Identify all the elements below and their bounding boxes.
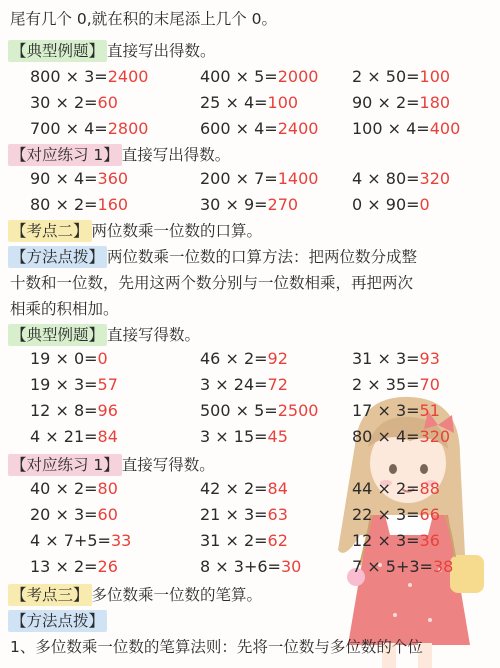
section-text: 两位数乘一位数的口算方法：把两位数分成整	[107, 248, 418, 266]
equation-answer: 1400	[277, 169, 319, 188]
section-tag: 【对应练习 1】	[8, 454, 122, 476]
section-header	[8, 582, 500, 608]
equation	[30, 346, 108, 372]
equation-question: 19 × 3=	[30, 375, 98, 394]
equation-question: 25 × 4=	[200, 93, 268, 112]
equation	[200, 192, 298, 218]
equation	[30, 502, 118, 528]
equation-answer: 84	[97, 427, 118, 446]
equation-question: 46 × 2=	[200, 349, 268, 368]
equation-question: 12 × 3=	[352, 531, 420, 550]
equation-answer: 92	[267, 349, 288, 368]
equation-answer: 2800	[107, 119, 149, 138]
equation	[200, 166, 318, 192]
equation-question: 19 × 0=	[30, 349, 98, 368]
equation	[352, 116, 460, 142]
equation-question: 700 × 4=	[30, 119, 108, 138]
section-header	[8, 452, 500, 478]
equation	[352, 166, 450, 192]
section-header	[8, 218, 500, 244]
equation-question: 12 × 8=	[30, 401, 98, 420]
equation-question: 90 × 2=	[352, 93, 420, 112]
equation-answer: 84	[267, 479, 288, 498]
equation-answer: 38	[432, 557, 454, 576]
equation-answer: 0	[419, 195, 430, 214]
equation-question: 40 × 2=	[30, 479, 98, 498]
equation-answer: 2500	[277, 401, 319, 420]
equation	[200, 398, 318, 424]
equation	[352, 90, 450, 116]
equation	[200, 502, 288, 528]
section-text: 两位数乘一位数的口算。	[91, 222, 263, 240]
equation	[200, 476, 288, 502]
equation-question: 8 × 3+6=	[200, 557, 281, 576]
equation	[352, 192, 430, 218]
equation	[30, 90, 118, 116]
equation	[352, 502, 440, 528]
section-tag: 【考点三】	[8, 584, 92, 606]
equation-answer: 80	[97, 479, 118, 498]
equation-question: 80 × 4=	[352, 427, 420, 446]
equation	[30, 398, 118, 424]
equation-answer: 93	[419, 349, 440, 368]
equation-answer: 62	[267, 531, 288, 550]
equation-question: 30 × 2=	[30, 93, 98, 112]
equation	[30, 166, 128, 192]
equation-answer: 320	[419, 427, 451, 446]
equation-question: 80 × 2=	[30, 195, 98, 214]
equation-answer: 30	[280, 557, 302, 576]
equation-answer: 70	[419, 375, 440, 394]
section-header	[8, 322, 500, 348]
equation	[352, 554, 453, 580]
equation-question: 3 × 24=	[200, 375, 268, 394]
equation-answer: 33	[110, 531, 132, 550]
equation	[352, 398, 440, 424]
equation	[30, 372, 118, 398]
equation-question: 21 × 3=	[200, 505, 268, 524]
section-header	[8, 38, 500, 64]
equation-answer: 26	[97, 557, 118, 576]
equation-answer: 96	[97, 401, 118, 420]
equation-answer: 160	[97, 195, 129, 214]
section-text: 直接写得数。	[107, 326, 201, 344]
equation	[200, 554, 301, 580]
paragraph-line: 1、多位数乘一位数的笔算法则：先将一位数与多位数的个位	[10, 638, 423, 656]
section-text: 直接写得数。	[121, 456, 215, 474]
section-tag: 【方法点拨】	[8, 610, 107, 632]
equation	[200, 64, 318, 90]
equation-question: 800 × 3=	[30, 67, 108, 86]
section-tag: 【考点二】	[8, 220, 92, 242]
section-text: 直接写出得数。	[121, 146, 231, 164]
equation-answer: 72	[267, 375, 288, 394]
equation-answer: 2000	[277, 67, 319, 86]
equation-question: 2 × 35=	[352, 375, 420, 394]
paragraph-line: 十数和一位数，先用这两个数分别与一位数相乘，再把两次	[10, 274, 414, 292]
equation-question: 22 × 3=	[352, 505, 420, 524]
equation-answer: 45	[267, 427, 288, 446]
equation-answer: 320	[419, 169, 451, 188]
equation-answer: 88	[419, 479, 440, 498]
equation-answer: 2400	[277, 119, 319, 138]
equation	[352, 64, 450, 90]
equation-answer: 60	[97, 505, 118, 524]
section-tag: 【方法点拨】	[8, 246, 107, 268]
equation-question: 4 × 7+5=	[30, 531, 111, 550]
section-text: 多位数乘一位数的笔算。	[91, 586, 263, 604]
equation-answer: 100	[419, 67, 451, 86]
equation-question: 0 × 90=	[352, 195, 420, 214]
equation	[200, 528, 288, 554]
equation	[200, 116, 318, 142]
equation-question: 7 × 5+3=	[352, 557, 433, 576]
equation-question: 100 × 4=	[352, 119, 430, 138]
equation-answer: 51	[419, 401, 440, 420]
equation-question: 400 × 5=	[200, 67, 278, 86]
section-header	[8, 142, 500, 168]
equation	[200, 90, 298, 116]
equation-answer: 270	[267, 195, 299, 214]
equation	[30, 528, 131, 554]
equation-question: 4 × 80=	[352, 169, 420, 188]
equation	[30, 64, 148, 90]
equation-answer: 180	[419, 93, 451, 112]
equation	[200, 346, 288, 372]
equation	[200, 372, 288, 398]
equation-answer: 400	[429, 119, 461, 138]
equation	[352, 528, 440, 554]
section-header	[8, 244, 500, 270]
equation-question: 17 × 3=	[352, 401, 420, 420]
section-tag: 【典型例题】	[8, 40, 107, 62]
equation-question: 31 × 3=	[352, 349, 420, 368]
equation-question: 13 × 2=	[30, 557, 98, 576]
equation-question: 20 × 3=	[30, 505, 98, 524]
equation-question: 42 × 2=	[200, 479, 268, 498]
equation	[352, 424, 450, 450]
equation	[30, 116, 148, 142]
equation	[200, 424, 288, 450]
equation-question: 31 × 2=	[200, 531, 268, 550]
equation-question: 600 × 4=	[200, 119, 278, 138]
paragraph-line: 相乘的积相加。	[10, 300, 119, 318]
equation	[352, 372, 440, 398]
equation-question: 30 × 9=	[200, 195, 268, 214]
equation-answer: 36	[419, 531, 440, 550]
equation	[30, 192, 128, 218]
intro-text: 尾有几个 0,就在积的末尾添上几个 0。	[10, 10, 278, 28]
equation-answer: 2400	[107, 67, 149, 86]
equation-answer: 360	[97, 169, 129, 188]
section-header	[8, 608, 500, 634]
equation-answer: 60	[97, 93, 118, 112]
equation-answer: 0	[97, 349, 108, 368]
section-tag: 【典型例题】	[8, 324, 107, 346]
equation-question: 4 × 21=	[30, 427, 98, 446]
section-text: 直接写出得数。	[107, 42, 216, 60]
equation-question: 500 × 5=	[200, 401, 278, 420]
equation-question: 200 × 7=	[200, 169, 278, 188]
equation	[30, 424, 118, 450]
equation-answer: 57	[97, 375, 118, 394]
equation-question: 90 × 4=	[30, 169, 98, 188]
equation-answer: 63	[267, 505, 288, 524]
equation	[352, 346, 440, 372]
section-tag: 【对应练习 1】	[8, 144, 122, 166]
equation	[30, 476, 118, 502]
equation	[352, 476, 440, 502]
equation-answer: 100	[267, 93, 299, 112]
equation-answer: 66	[419, 505, 440, 524]
equation	[30, 554, 118, 580]
equation-question: 3 × 15=	[200, 427, 268, 446]
equation-question: 2 × 50=	[352, 67, 420, 86]
equation-question: 44 × 2=	[352, 479, 420, 498]
